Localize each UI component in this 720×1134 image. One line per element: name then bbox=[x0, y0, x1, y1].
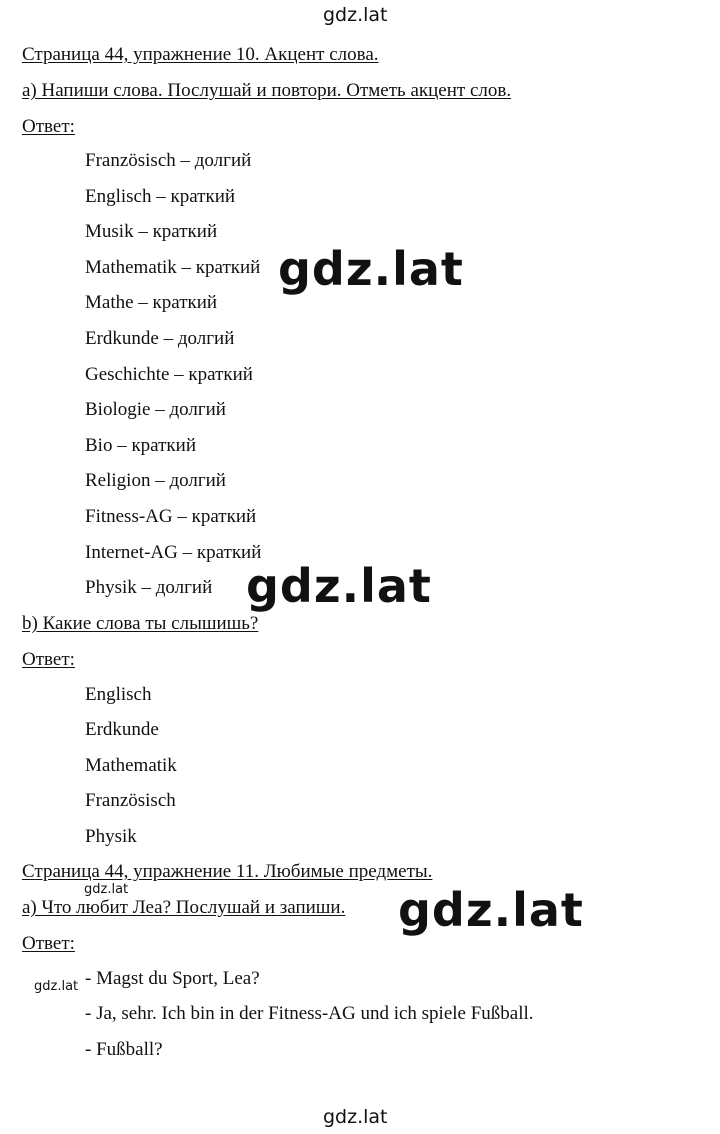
watermark-large: gdz.lat bbox=[398, 883, 584, 937]
dialogue-line: - Magst du Sport, Lea? bbox=[85, 968, 260, 989]
watermark-bottom: gdz.lat bbox=[323, 1106, 388, 1128]
watermark-small: gdz.lat bbox=[34, 979, 79, 994]
list-item: Englisch – краткий bbox=[85, 186, 236, 207]
watermark-top: gdz.lat bbox=[323, 4, 388, 26]
list-item: Religion – долгий bbox=[85, 470, 226, 491]
list-item: Geschichte – краткий bbox=[85, 364, 253, 385]
list-item: Mathematik – краткий bbox=[85, 257, 261, 278]
exercise-10-heading: Страница 44, упражнение 10. Акцент слова. bbox=[22, 44, 379, 65]
list-item: Internet-AG – краткий bbox=[85, 542, 262, 563]
dialogue-line: - Fußball? bbox=[85, 1039, 163, 1060]
dialogue-line: - Ja, sehr. Ich bin in der Fitness-AG und ich spiele Fußball. bbox=[85, 1003, 534, 1024]
list-item: Französisch bbox=[85, 790, 176, 811]
watermark-small: gdz.lat bbox=[84, 882, 129, 897]
list-item: Biologie – долгий bbox=[85, 399, 226, 420]
list-item: Englisch bbox=[85, 684, 152, 705]
list-item: Physik bbox=[85, 826, 137, 847]
list-item: Erdkunde bbox=[85, 719, 159, 740]
list-item: Französisch – долгий bbox=[85, 150, 252, 171]
exercise-10-task-a: а) Напиши слова. Послушай и повтори. Отметь акцент слов. bbox=[22, 80, 512, 101]
list-item: Musik – краткий bbox=[85, 221, 218, 242]
list-item: Fitness-AG – краткий bbox=[85, 506, 257, 527]
list-item: Bio – краткий bbox=[85, 435, 196, 456]
answer-label: Ответ: bbox=[22, 116, 75, 137]
answer-label: Ответ: bbox=[22, 649, 75, 670]
list-item: Physik – долгий bbox=[85, 577, 213, 598]
list-item: Erdkunde – долгий bbox=[85, 328, 235, 349]
list-item: Mathe – краткий bbox=[85, 292, 218, 313]
exercise-11-heading: Страница 44, упражнение 11. Любимые предметы. bbox=[22, 861, 433, 882]
answer-label: Ответ: bbox=[22, 933, 75, 954]
exercise-11-task-a: а) Что любит Леа? Послушай и запиши. bbox=[22, 897, 346, 918]
exercise-10-task-b: b) Какие слова ты слышишь? bbox=[22, 613, 259, 634]
watermark-large: gdz.lat bbox=[246, 559, 432, 613]
list-item: Mathematik bbox=[85, 755, 177, 776]
watermark-large: gdz.lat bbox=[278, 242, 464, 296]
